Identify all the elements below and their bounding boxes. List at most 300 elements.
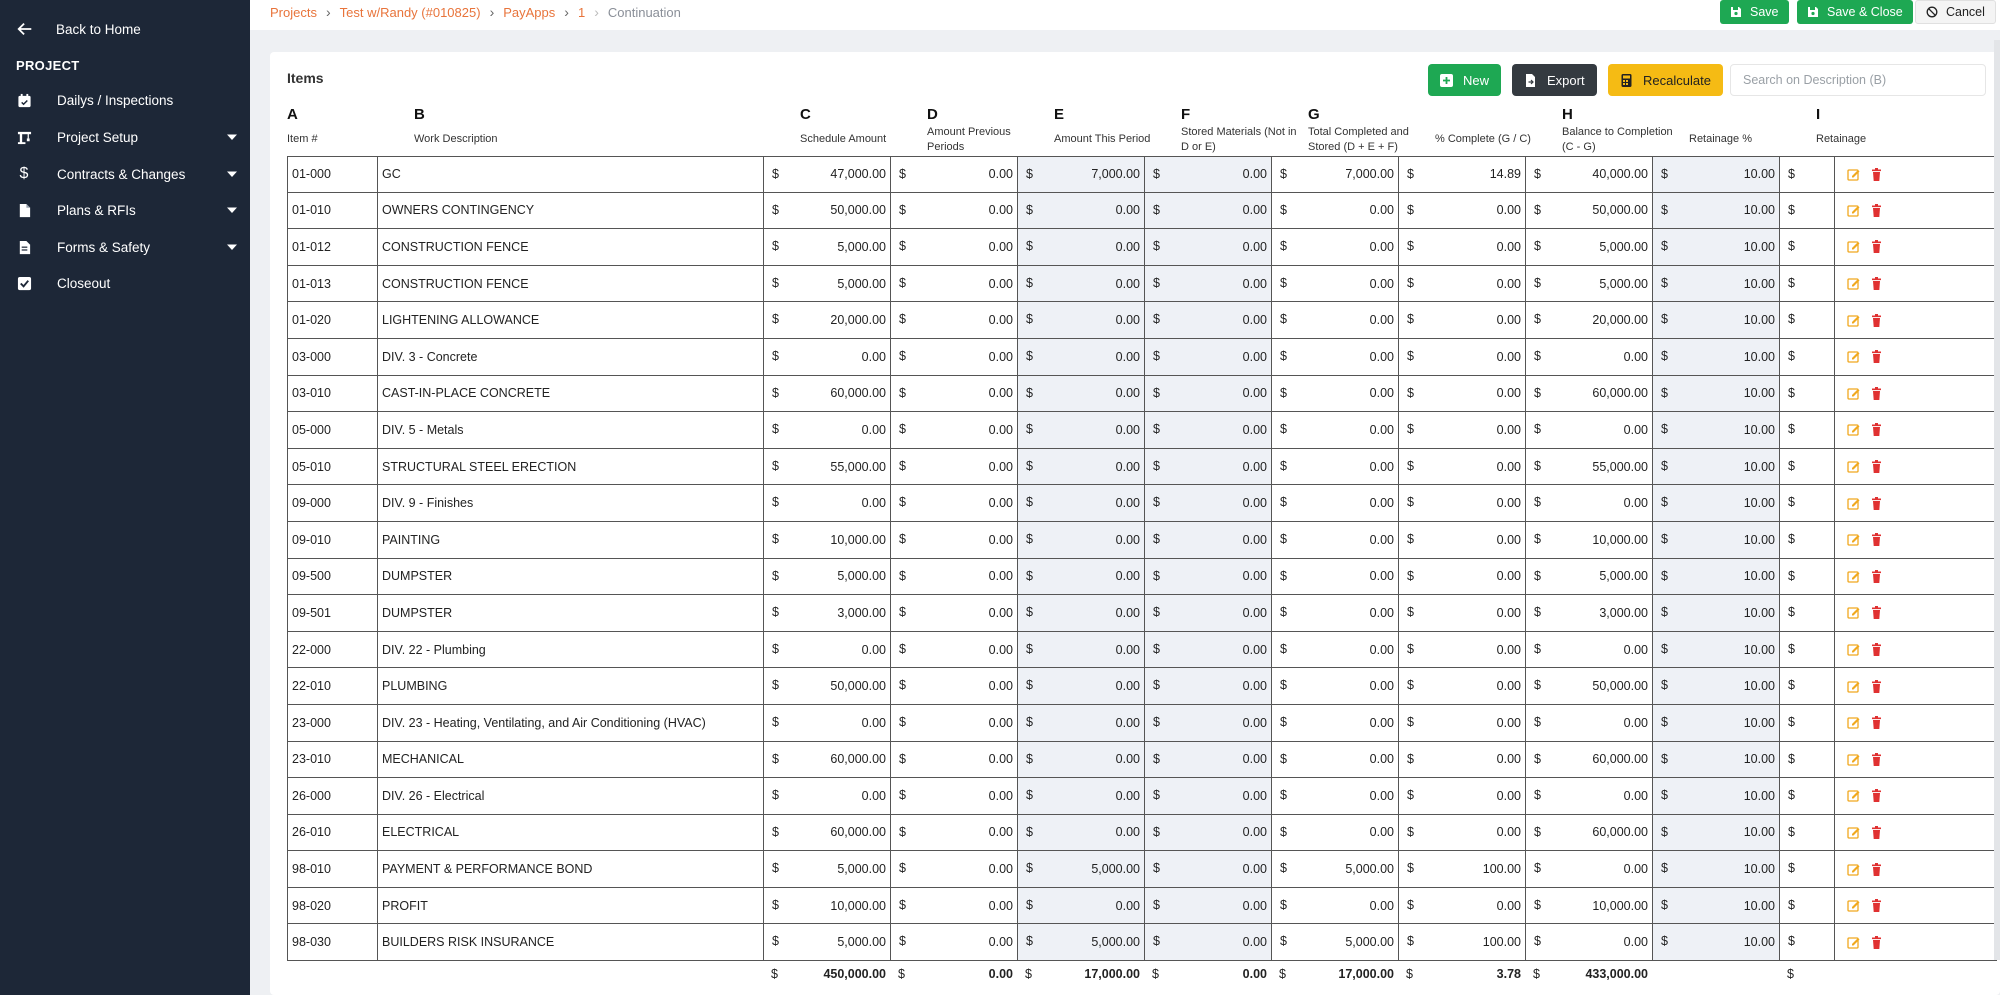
cell-value: 0.00 <box>1623 862 1648 877</box>
column-header-total <box>1308 125 1409 155</box>
cell-value: 0.00 <box>1623 422 1648 437</box>
edit-icon[interactable] <box>1847 497 1860 510</box>
cell-value: 0.00 <box>988 642 1013 657</box>
currency-symbol: $ <box>899 458 906 473</box>
currency-symbol: $ <box>1661 934 1668 949</box>
currency-symbol: $ <box>899 824 906 839</box>
edit-icon[interactable] <box>1847 423 1860 436</box>
sidebar-item-label: Closeout <box>57 275 111 291</box>
cell-item <box>288 778 378 814</box>
cell-pct <box>1399 522 1526 558</box>
cell-value: 0.00 <box>1369 203 1394 218</box>
save-close-button[interactable] <box>1797 0 1913 24</box>
export-button[interactable] <box>1512 64 1597 96</box>
cell-value: 10.00 <box>1743 862 1775 877</box>
cell-stored[interactable] <box>1145 302 1272 338</box>
cell-desc <box>378 668 764 704</box>
cell-ret-pct[interactable] <box>1653 376 1780 412</box>
new-button[interactable] <box>1428 64 1501 96</box>
trash-icon[interactable] <box>1870 863 1883 876</box>
cell-stored[interactable] <box>1145 157 1272 192</box>
cell-this[interactable] <box>1018 449 1145 485</box>
cell-value: 3,000.00 <box>837 605 886 620</box>
cell-this[interactable] <box>1018 559 1145 595</box>
cell-this[interactable] <box>1018 339 1145 375</box>
cell-stored[interactable] <box>1145 229 1272 265</box>
cell-ret-pct[interactable] <box>1653 888 1780 924</box>
cell-item <box>288 559 378 595</box>
cell-value: 0.00 <box>1242 935 1267 950</box>
currency-symbol: $ <box>1026 568 1033 583</box>
currency-symbol: $ <box>1026 788 1033 803</box>
row-actions <box>1835 157 1883 192</box>
chevron-down-icon <box>226 168 238 180</box>
cell-stored[interactable] <box>1145 522 1272 558</box>
edit-icon[interactable] <box>1847 643 1860 656</box>
currency-symbol: $ <box>1788 824 1795 839</box>
edit-icon[interactable] <box>1847 350 1860 363</box>
currency-symbol: $ <box>772 458 779 473</box>
currency-symbol: $ <box>772 897 779 912</box>
currency-symbol: $ <box>899 751 906 766</box>
table-row <box>287 193 1997 230</box>
item-number: 98-010 <box>292 862 331 877</box>
cell-ret-pct[interactable] <box>1653 668 1780 704</box>
save-button[interactable] <box>1720 0 1789 24</box>
trash-icon[interactable] <box>1870 168 1883 181</box>
trash-icon[interactable] <box>1870 753 1883 766</box>
edit-icon[interactable] <box>1847 168 1860 181</box>
cell-ret-pct[interactable] <box>1653 595 1780 631</box>
cell-prev <box>891 632 1018 668</box>
cell-ret <box>1780 632 1835 668</box>
cell-value: 0.00 <box>1496 349 1521 364</box>
sidebar-section-title: PROJECT <box>16 58 80 73</box>
cell-this[interactable] <box>1018 522 1145 558</box>
cell-ret-pct[interactable] <box>1653 522 1780 558</box>
edit-icon[interactable] <box>1847 204 1860 217</box>
cell-value: 10.00 <box>1743 935 1775 950</box>
cell-stored[interactable] <box>1145 449 1272 485</box>
total-total <box>1271 964 1398 986</box>
currency-symbol: $ <box>1534 678 1541 693</box>
currency-symbol: $ <box>1661 239 1668 254</box>
breadcrumb-project[interactable]: Test w/Randy (#010825) <box>339 4 481 20</box>
cell-stored[interactable] <box>1145 742 1272 778</box>
currency-symbol: $ <box>1280 641 1287 656</box>
cell-desc <box>378 742 764 778</box>
currency-symbol: $ <box>1026 531 1033 546</box>
checkbox-icon <box>16 275 32 291</box>
cell-ret-pct[interactable] <box>1653 157 1780 192</box>
cell-stored[interactable] <box>1145 412 1272 448</box>
currency-symbol: $ <box>1153 531 1160 546</box>
cell-this[interactable] <box>1018 851 1145 887</box>
breadcrumb-projects[interactable]: Projects <box>270 4 317 20</box>
work-description: CONSTRUCTION FENCE <box>382 239 529 254</box>
edit-icon[interactable] <box>1847 570 1860 583</box>
cell-this[interactable] <box>1018 632 1145 668</box>
currency-symbol: $ <box>1534 751 1541 766</box>
cell-stored[interactable] <box>1145 632 1272 668</box>
cell-this[interactable] <box>1018 924 1145 960</box>
column-letter-b: B <box>414 106 425 123</box>
currency-symbol: $ <box>1280 239 1287 254</box>
currency-symbol: $ <box>772 714 779 729</box>
cell-stored[interactable] <box>1145 888 1272 924</box>
cell-value: 0.00 <box>1115 459 1140 474</box>
recalculate-button[interactable] <box>1608 64 1723 96</box>
sidebar-item-closeout[interactable] <box>16 270 238 296</box>
trash-icon[interactable] <box>1870 387 1883 400</box>
currency-symbol: $ <box>1280 275 1287 290</box>
cell-desc <box>378 376 764 412</box>
trash-icon[interactable] <box>1870 350 1883 363</box>
total-bal <box>1525 964 1652 986</box>
cell-value: 0.00 <box>1369 898 1394 913</box>
currency-symbol: $ <box>772 678 779 693</box>
trash-icon[interactable] <box>1870 899 1883 912</box>
cell-pct <box>1399 778 1526 814</box>
cell-value: 0.00 <box>988 752 1013 767</box>
edit-icon[interactable] <box>1847 680 1860 693</box>
cell-value: 0.00 <box>1242 715 1267 730</box>
trash-icon[interactable] <box>1870 716 1883 729</box>
currency-symbol: $ <box>772 788 779 803</box>
edit-icon[interactable] <box>1847 606 1860 619</box>
cell-total <box>1272 193 1399 229</box>
cell-value: 60,000.00 <box>830 386 886 401</box>
trash-icon[interactable] <box>1870 643 1883 656</box>
currency-symbol: $ <box>1280 751 1287 766</box>
column-letter-f: F <box>1181 106 1191 123</box>
total-value: 450,000.00 <box>823 967 886 981</box>
cell-ret <box>1780 595 1835 631</box>
column-letter-h: H <box>1562 106 1573 123</box>
cell-value: 0.00 <box>1242 569 1267 584</box>
cell-value: 0.00 <box>1496 569 1521 584</box>
currency-symbol: $ <box>1026 422 1033 437</box>
search-input[interactable] <box>1730 64 1986 96</box>
cell-value: 60,000.00 <box>1592 752 1648 767</box>
cell-value: 60,000.00 <box>830 752 886 767</box>
cell-this[interactable] <box>1018 778 1145 814</box>
cell-ret-pct[interactable] <box>1653 924 1780 960</box>
cell-value: 0.00 <box>1369 788 1394 803</box>
currency-symbol: $ <box>1534 202 1541 217</box>
cell-pct <box>1399 302 1526 338</box>
cell-desc <box>378 632 764 668</box>
cancel-button[interactable] <box>1915 0 1996 24</box>
cell-this[interactable] <box>1018 266 1145 302</box>
trash-icon[interactable] <box>1870 423 1883 436</box>
cell-ret-pct[interactable] <box>1653 193 1780 229</box>
edit-icon[interactable] <box>1847 314 1860 327</box>
currency-symbol: $ <box>1153 824 1160 839</box>
cell-this[interactable] <box>1018 815 1145 851</box>
edit-icon[interactable] <box>1847 716 1860 729</box>
column-header-line: Periods <box>927 141 965 153</box>
cell-sched <box>764 412 891 448</box>
cell-this[interactable] <box>1018 742 1145 778</box>
cell-value: 0.00 <box>1242 862 1267 877</box>
cell-value: 10.00 <box>1743 605 1775 620</box>
calculator-icon <box>1620 74 1633 87</box>
currency-symbol: $ <box>1153 167 1160 181</box>
currency-symbol: $ <box>1661 861 1668 876</box>
trash-icon[interactable] <box>1870 570 1883 583</box>
cell-stored[interactable] <box>1145 668 1272 704</box>
currency-symbol: $ <box>1407 788 1414 803</box>
cell-stored[interactable] <box>1145 266 1272 302</box>
trash-icon[interactable] <box>1870 497 1883 510</box>
table-row <box>287 742 1997 779</box>
currency-symbol: $ <box>1280 348 1287 363</box>
cell-stored[interactable] <box>1145 815 1272 851</box>
cell-ret-pct[interactable] <box>1653 485 1780 521</box>
cell-this[interactable] <box>1018 229 1145 265</box>
cell-ret-pct[interactable] <box>1653 412 1780 448</box>
work-description: DIV. 23 - Heating, Ventilating, and Air Conditioning (HVAC) <box>382 715 706 730</box>
currency-symbol: $ <box>1788 531 1795 546</box>
save-label: Save <box>1750 5 1779 19</box>
currency-symbol: $ <box>772 824 779 839</box>
table-row <box>287 156 1997 193</box>
work-description: PROFIT <box>382 898 428 913</box>
cell-this[interactable] <box>1018 705 1145 741</box>
cell-stored[interactable] <box>1145 559 1272 595</box>
cell-ret <box>1780 229 1835 265</box>
cell-ret-pct[interactable] <box>1653 302 1780 338</box>
cell-value: 10.00 <box>1743 825 1775 840</box>
cell-desc <box>378 449 764 485</box>
work-description: OWNERS CONTINGENCY <box>382 203 535 218</box>
cell-item <box>288 522 378 558</box>
currency-symbol: $ <box>1661 495 1668 510</box>
cell-bal <box>1526 705 1653 741</box>
edit-icon[interactable] <box>1847 240 1860 253</box>
cell-value: 20,000.00 <box>1592 313 1648 328</box>
cell-stored[interactable] <box>1145 376 1272 412</box>
cell-bal <box>1526 412 1653 448</box>
column-header-line: Stored Materials (Not in <box>1181 126 1297 138</box>
edit-icon[interactable] <box>1847 277 1860 290</box>
sidebar-item-project-setup[interactable] <box>16 124 238 150</box>
currency-symbol: $ <box>1280 605 1287 620</box>
cell-ret-pct[interactable] <box>1653 705 1780 741</box>
currency-symbol: $ <box>1534 824 1541 839</box>
trash-icon[interactable] <box>1870 240 1883 253</box>
cell-value: 0.00 <box>1115 679 1140 694</box>
back-to-home-link[interactable] <box>16 20 141 38</box>
currency-symbol: $ <box>1407 239 1414 254</box>
column-header-description: Work Description <box>414 133 498 145</box>
cell-stored[interactable] <box>1145 705 1272 741</box>
cell-stored[interactable] <box>1145 924 1272 960</box>
cell-this[interactable] <box>1018 157 1145 192</box>
cell-ret-pct[interactable] <box>1653 266 1780 302</box>
cell-ret-pct[interactable] <box>1653 778 1780 814</box>
cell-ret-pct[interactable] <box>1653 815 1780 851</box>
column-header-line: Stored (D + E + F) <box>1308 141 1398 153</box>
row-actions <box>1835 668 1883 704</box>
cell-total <box>1272 851 1399 887</box>
cell-value: 0.00 <box>988 496 1013 511</box>
cell-value: 0.00 <box>1115 898 1140 913</box>
cell-value: 5,000.00 <box>837 935 886 950</box>
cell-this[interactable] <box>1018 485 1145 521</box>
currency-symbol: $ <box>1280 495 1287 510</box>
cell-value: 0.00 <box>988 679 1013 694</box>
edit-icon[interactable] <box>1847 387 1860 400</box>
cell-stored[interactable] <box>1145 485 1272 521</box>
trash-icon[interactable] <box>1870 314 1883 327</box>
sidebar-item-label: Contracts & Changes <box>57 166 186 182</box>
currency-symbol: $ <box>1407 348 1414 363</box>
row-actions <box>1835 339 1883 375</box>
cell-stored[interactable] <box>1145 595 1272 631</box>
edit-icon[interactable] <box>1847 460 1860 473</box>
cell-this[interactable] <box>1018 668 1145 704</box>
currency-symbol: $ <box>1788 458 1795 473</box>
currency-symbol: $ <box>1026 824 1033 839</box>
cell-value: 0.00 <box>1369 715 1394 730</box>
cell-value: 0.00 <box>1242 679 1267 694</box>
trash-icon[interactable] <box>1870 204 1883 217</box>
cell-this[interactable] <box>1018 888 1145 924</box>
column-header-balance <box>1562 125 1673 155</box>
cell-ret-pct[interactable] <box>1653 229 1780 265</box>
table-row <box>287 888 1997 925</box>
cell-value: 0.00 <box>988 203 1013 218</box>
cell-ret-pct[interactable] <box>1653 449 1780 485</box>
item-number: 03-000 <box>292 349 331 364</box>
currency-symbol: $ <box>1153 385 1160 400</box>
sidebar-item-plans[interactable] <box>16 197 238 223</box>
table-row <box>287 229 1997 266</box>
currency-symbol: $ <box>1026 239 1033 254</box>
edit-icon[interactable] <box>1847 533 1860 546</box>
currency-symbol: $ <box>1788 751 1795 766</box>
table-row <box>287 595 1997 632</box>
trash-icon[interactable] <box>1870 606 1883 619</box>
cell-desc <box>378 412 764 448</box>
cell-prev <box>891 924 1018 960</box>
cell-value: 0.00 <box>988 715 1013 730</box>
cell-stored[interactable] <box>1145 193 1272 229</box>
currency-symbol: $ <box>1788 275 1795 290</box>
table-row <box>287 485 1997 522</box>
trash-icon[interactable] <box>1870 680 1883 693</box>
cell-sched <box>764 815 891 851</box>
cell-prev <box>891 888 1018 924</box>
cell-value: 0.00 <box>1115 569 1140 584</box>
cell-value: 0.00 <box>1496 715 1521 730</box>
edit-icon[interactable] <box>1847 789 1860 802</box>
cell-value: 0.00 <box>1623 349 1648 364</box>
cell-stored[interactable] <box>1145 339 1272 375</box>
page-scrollbar[interactable] <box>1994 40 2000 960</box>
cell-stored[interactable] <box>1145 851 1272 887</box>
trash-icon[interactable] <box>1870 460 1883 473</box>
currency-symbol: $ <box>1533 967 1540 981</box>
cell-this[interactable] <box>1018 193 1145 229</box>
chevron-down-icon <box>226 131 238 143</box>
currency-symbol: $ <box>1788 714 1795 729</box>
cell-value: 0.00 <box>1496 386 1521 401</box>
cell-this[interactable] <box>1018 595 1145 631</box>
cell-value: 10.00 <box>1743 349 1775 364</box>
cell-this[interactable] <box>1018 376 1145 412</box>
edit-icon[interactable] <box>1847 826 1860 839</box>
cell-ret-pct[interactable] <box>1653 339 1780 375</box>
currency-symbol: $ <box>1407 897 1414 912</box>
edit-icon[interactable] <box>1847 863 1860 876</box>
cell-ret <box>1780 376 1835 412</box>
cell-desc <box>378 229 764 265</box>
cell-sched <box>764 229 891 265</box>
sidebar-item-contracts[interactable] <box>16 161 238 187</box>
cell-value: 0.00 <box>988 349 1013 364</box>
cell-ret-pct[interactable] <box>1653 742 1780 778</box>
currency-symbol: $ <box>1280 897 1287 912</box>
cell-value: 10.00 <box>1743 715 1775 730</box>
cell-value: 5,000.00 <box>1599 276 1648 291</box>
currency-symbol: $ <box>1026 861 1033 876</box>
edit-icon[interactable] <box>1847 936 1860 949</box>
cell-sched <box>764 302 891 338</box>
cell-ret-pct[interactable] <box>1653 851 1780 887</box>
sidebar-item-dailys[interactable] <box>16 87 238 113</box>
cell-value: 0.00 <box>1369 752 1394 767</box>
edit-icon[interactable] <box>1847 899 1860 912</box>
cell-this[interactable] <box>1018 302 1145 338</box>
currency-symbol: $ <box>1407 385 1414 400</box>
trash-icon[interactable] <box>1870 936 1883 949</box>
cell-value: 0.00 <box>1369 605 1394 620</box>
currency-symbol: $ <box>1788 422 1795 437</box>
trash-icon[interactable] <box>1870 826 1883 839</box>
row-actions <box>1835 742 1883 778</box>
currency-symbol: $ <box>1788 678 1795 693</box>
trash-icon[interactable] <box>1870 533 1883 546</box>
cell-pct <box>1399 888 1526 924</box>
cell-ret-pct[interactable] <box>1653 559 1780 595</box>
cell-this[interactable] <box>1018 412 1145 448</box>
item-number: 01-000 <box>292 167 331 182</box>
edit-icon[interactable] <box>1847 753 1860 766</box>
cell-desc <box>378 705 764 741</box>
currency-symbol: $ <box>1407 275 1414 290</box>
breadcrumb <box>270 4 681 20</box>
trash-icon[interactable] <box>1870 277 1883 290</box>
cell-value: 0.00 <box>861 788 886 803</box>
item-number: 22-010 <box>292 679 331 694</box>
cell-stored[interactable] <box>1145 778 1272 814</box>
trash-icon[interactable] <box>1870 789 1883 802</box>
currency-symbol: $ <box>1153 678 1160 693</box>
currency-symbol: $ <box>1280 167 1287 181</box>
cell-ret-pct[interactable] <box>1653 632 1780 668</box>
cell-value: 0.00 <box>1115 276 1140 291</box>
sidebar-item-forms[interactable] <box>16 234 238 260</box>
breadcrumb-payapps[interactable]: PayApps <box>503 4 556 20</box>
cell-total <box>1272 522 1399 558</box>
cell-prev <box>891 595 1018 631</box>
breadcrumb-payapp-number[interactable]: 1 <box>577 4 586 20</box>
cell-value: 55,000.00 <box>1592 459 1648 474</box>
row-actions <box>1835 412 1883 448</box>
